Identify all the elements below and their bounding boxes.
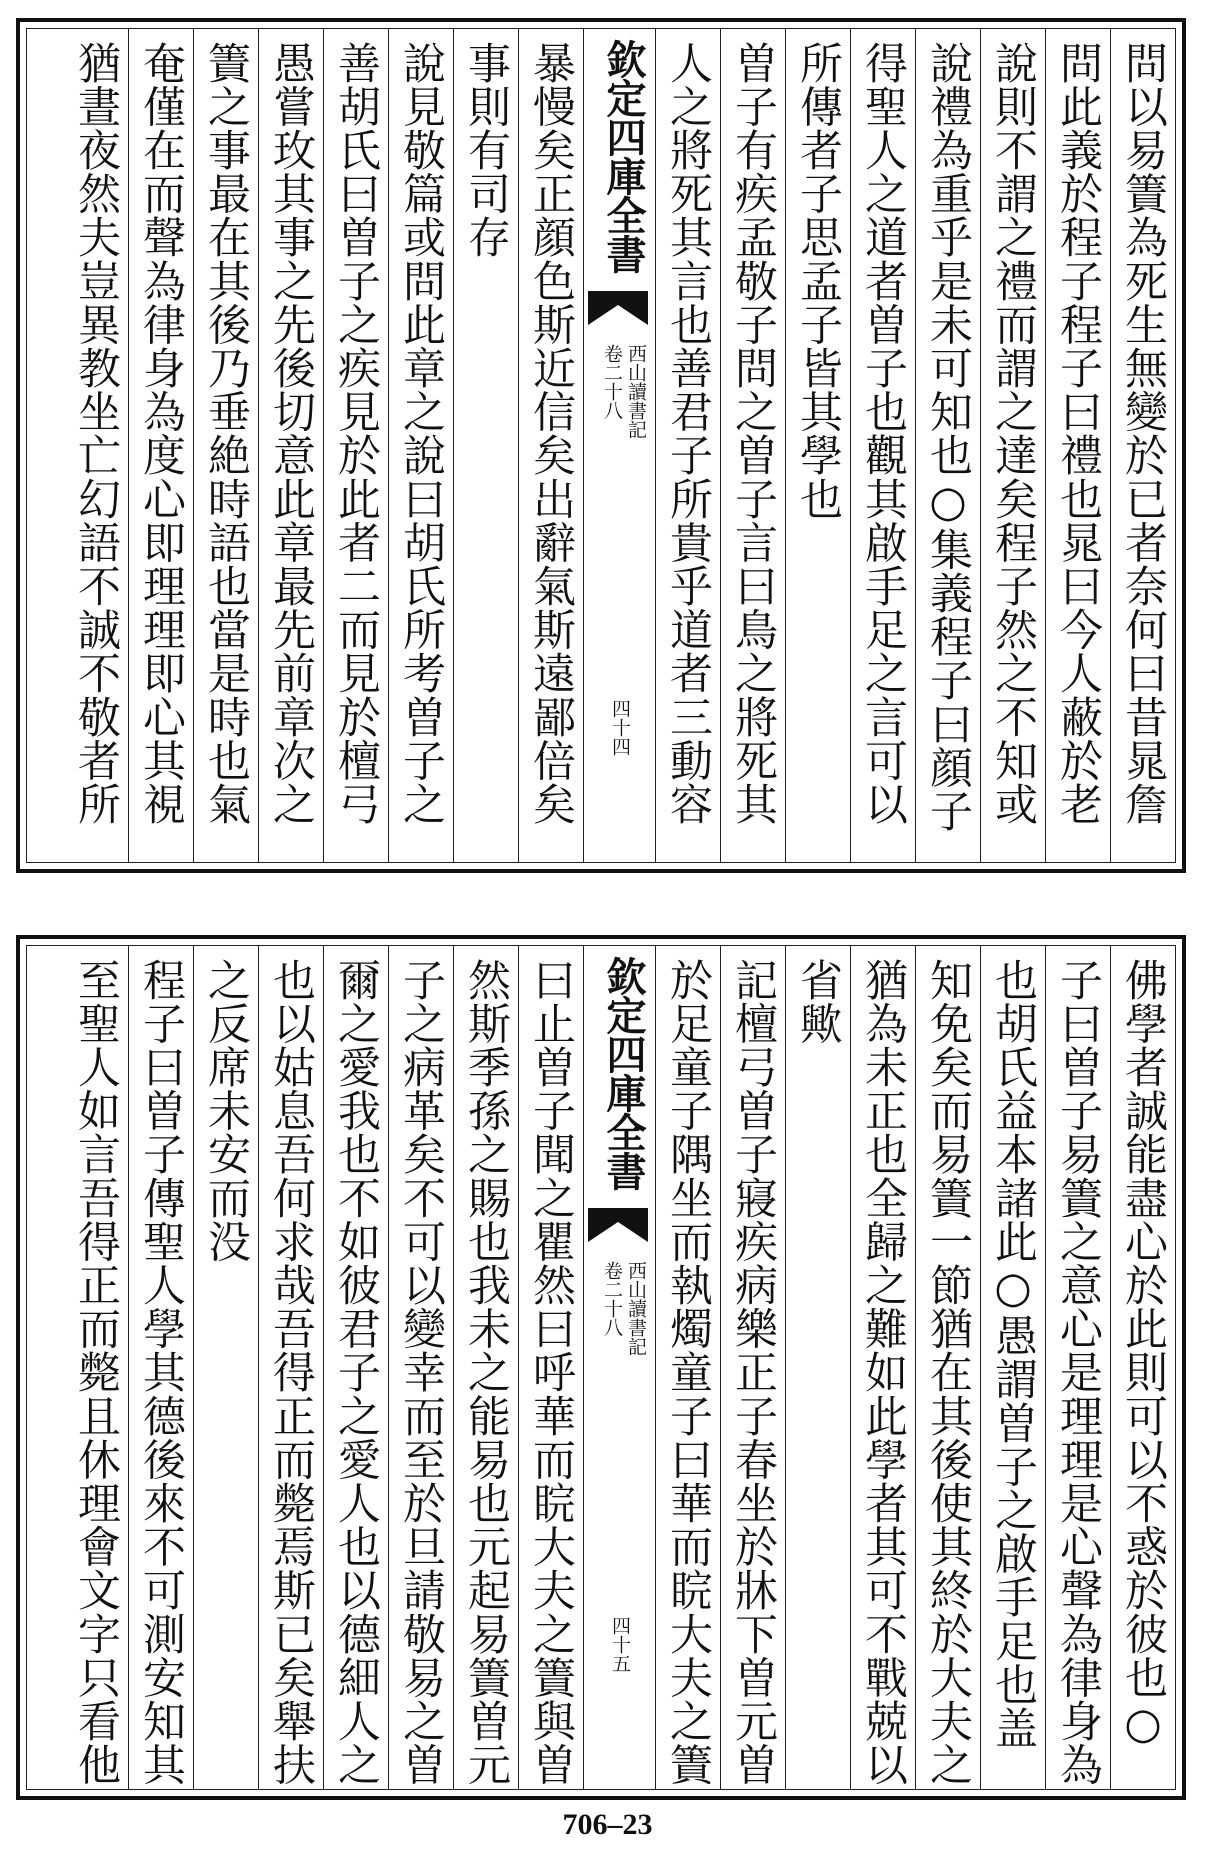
text-column: 程子曰曽子傳聖人學其德後來不可測安知其 [128, 946, 193, 1789]
page-panel-bottom [16, 935, 1186, 1800]
text-column: 至聖人如言吾得正而斃且休理會文字只看他 [71, 958, 121, 1787]
text-column: 簀之事最在其後乃垂絶時語也當是時也氣 [193, 29, 258, 862]
text-column: 也以姑息吾何求哉吾得正而斃焉斯已矣舉扶 [258, 946, 323, 1789]
text-column: 問此義於程子程子曰禮也晁曰今人蔽於老 [1045, 29, 1110, 862]
text-column: 猶為未正也全歸之難如此學者其可不戰兢以 [850, 946, 915, 1789]
center-folio: 四十四 [609, 699, 631, 756]
text-column: 於足童子隅坐而執燭童子曰華而睆大夫之簀 [655, 946, 720, 1789]
center-title: 欽定四庫全書 [600, 956, 647, 1190]
center-fold-column [583, 946, 655, 1789]
center-juan: 卷二十八 [601, 1261, 623, 1337]
center-juan: 卷二十八 [601, 344, 623, 420]
text-column: 說禮為重乎是未可知也○集義程子曰顔子 [915, 29, 980, 862]
text-column: 說則不謂之禮而謂之達矣程子然之不知或 [980, 29, 1045, 862]
text-column: 問以易簀為死生無變於已者奈何曰昔晁詹 [1110, 29, 1175, 862]
text-column: 得聖人之道者曽子也觀其啟手足之言可以 [850, 29, 915, 862]
fishtail-mark-icon [588, 291, 648, 325]
text-column: 人之將死其言也善君子所貴乎道者三動容 [655, 29, 720, 862]
page-number: 706–23 [562, 1808, 653, 1841]
text-column: 記檀弓曽子寢疾病樂正子春坐於牀下曽元曽 [720, 946, 785, 1789]
center-book-title: 西山讀書記 [625, 1261, 647, 1356]
text-column: 爾之愛我也不如彼君子之愛人也以德細人之 [323, 946, 388, 1789]
text-column: 曽子有疾孟敬子問之曽子言曰鳥之將死其 [720, 29, 785, 862]
center-title: 欽定四庫全書 [600, 39, 647, 273]
text-column: 事則有司存 [453, 29, 518, 862]
text-column: 奄僅在而聲為律身為度心即理理即心其視 [128, 29, 193, 862]
text-column: 猶晝夜然夫豈異教坐亡幻語不誠不敬者所 [71, 41, 121, 826]
page-frame [26, 945, 1176, 1790]
text-column: 說見敬篇或問此章之說曰胡氏所考曽子之 [388, 29, 453, 862]
text-column: 然斯季孫之賜也我未之能易也元起易簀曽元 [453, 946, 518, 1789]
center-folio: 四十五 [609, 1616, 631, 1673]
fishtail-mark-icon [588, 1208, 648, 1242]
text-column: 知免矣而易簀一節猶在其後使其終於大夫之 [915, 946, 980, 1789]
center-fold-column [583, 29, 655, 862]
text-column: 佛學者誠能盡心於此則可以不惑於彼也○ [1110, 946, 1175, 1789]
text-column: 之反席未安而没 [193, 946, 258, 1789]
center-book-title: 西山讀書記 [625, 344, 647, 439]
text-column: 所傳者子思孟子皆其學也 [785, 29, 850, 862]
text-column: 省歟 [785, 946, 850, 1789]
text-column: 愚嘗玫其事之先後切意此章最先前章次之 [258, 29, 323, 862]
text-column: 善胡氏曰曽子之疾見於此者二而見於檀弓 [323, 29, 388, 862]
page-panel-top [16, 18, 1186, 873]
text-columns [27, 29, 1175, 862]
text-column: 曰止曽子聞之瞿然曰呼華而睆大夫之簀與曽 [518, 946, 583, 1789]
page-frame [26, 28, 1176, 863]
text-column: 暴慢矣正顔色斯近信矣出辭氣斯遠鄙倍矣 [518, 29, 583, 862]
text-column: 也胡氏益本諸此○愚謂曽子之啟手足也盖 [980, 946, 1045, 1789]
text-columns [27, 946, 1175, 1789]
text-column: 子曰曽子易簀之意心是理理是心聲為律身為 [1045, 946, 1110, 1789]
text-column: 子之病革矣不可以變幸而至於旦請敬易之曽 [388, 946, 453, 1789]
